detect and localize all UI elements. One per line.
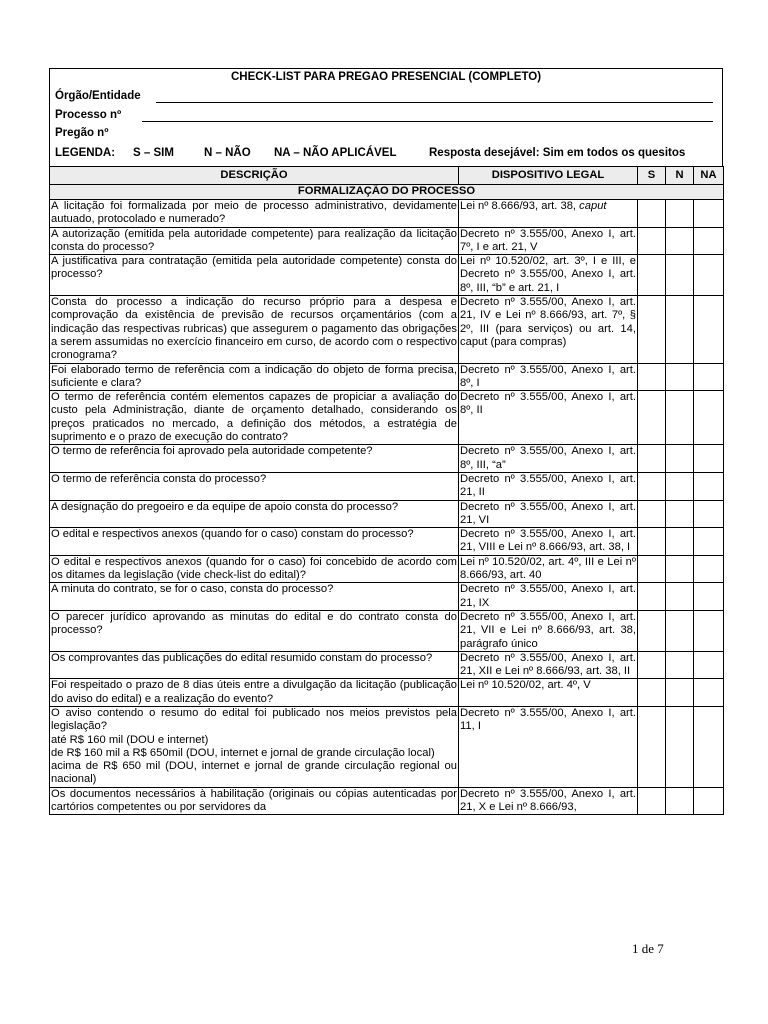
orgao-field (55, 88, 141, 104)
table-row (50, 555, 724, 583)
check-cell-na[interactable] (694, 787, 724, 815)
row-description (50, 679, 459, 707)
legal-text: Decreto nº 3.555/00, Anexo I, art. 7º, I e art. 21, V (460, 227, 636, 253)
legal-text: Decreto nº 3.555/00, Anexo I, art. 8º, I (460, 363, 636, 389)
row-legal-reference (459, 227, 638, 255)
legal-text: Lei nº 10.520/02, art. 3º, I e III, e Decreto nº 3.555/00, Anexo I, art. 8º, III, “b” e art. 21, I (460, 255, 636, 294)
description-text: A justificativa para contratação (emitida pela autoridade competente) consta do processo? (51, 255, 457, 281)
table-row (50, 706, 724, 787)
table-row (50, 528, 724, 556)
table-row (50, 500, 724, 528)
section-row (50, 185, 724, 200)
check-cell-na[interactable] (694, 610, 724, 651)
row-description (50, 651, 459, 679)
legal-text: Decreto nº 3.555/00, Anexo I, art. 21, X e Lei nº 8.666/93, (460, 787, 636, 814)
description-text: O edital e respectivos anexos (quando for o caso) constam do processo? (51, 528, 414, 541)
row-description (50, 472, 459, 500)
page-title: CHECK-LIST PARA PREGAO PRESENCIAL (COMPLETO) (230, 71, 542, 83)
row-description (50, 255, 459, 296)
check-cell-na[interactable] (694, 472, 724, 500)
table-row (50, 610, 724, 651)
legend-resposta: Resposta desejável: Sim em todos os quesitos (429, 147, 686, 159)
legal-italic-text: caput (579, 200, 607, 212)
row-legal-reference (459, 706, 638, 787)
col-dispositivo-legal: DISPOSITIVO LEGAL (459, 167, 638, 185)
check-cell-n[interactable] (666, 296, 694, 363)
check-cell-s[interactable] (638, 555, 666, 583)
row-legal-reference (459, 555, 638, 583)
row-description (50, 296, 459, 363)
table-row (50, 679, 724, 707)
check-cell-s[interactable] (638, 651, 666, 679)
description-item: até R$ 160 mil (DOU e internet) (51, 733, 209, 746)
check-cell-s[interactable] (638, 679, 666, 707)
checklist-table (49, 166, 724, 815)
check-cell-s[interactable] (638, 445, 666, 473)
table-header-row (50, 167, 724, 185)
row-legal-reference (459, 445, 638, 473)
description-text: A minuta do contrato, se for o caso, consta do processo? (51, 583, 334, 596)
row-legal-reference (459, 583, 638, 611)
legal-text: Decreto nº 3.555/00, Anexo I, art. 21, IV e Lei nº 8.666/93, art. 7º, § 2º, III (para serviços) ou art. 14, caput (para compras) (460, 296, 636, 348)
table-row (50, 651, 724, 679)
check-cell-na[interactable] (694, 706, 724, 787)
col-n: N (666, 167, 694, 185)
row-legal-reference (459, 200, 638, 228)
row-legal-reference (459, 787, 638, 815)
check-cell-n[interactable] (666, 610, 694, 651)
description-text: A autorização (emitida pela autoridade competente) para realização da licitação consta do processo? (51, 227, 457, 253)
table-row (50, 255, 724, 296)
table-row (50, 200, 724, 228)
row-legal-reference (459, 679, 638, 707)
form-header (49, 68, 723, 167)
check-cell-n[interactable] (666, 363, 694, 391)
check-cell-na[interactable] (694, 651, 724, 679)
row-description (50, 363, 459, 391)
description-item: acima de R$ 650 mil (DOU, internet e jornal de grande circulação regional ou nacional) (51, 760, 457, 786)
row-description (50, 706, 459, 787)
table-row (50, 583, 724, 611)
description-text: O termo de referência contém elementos capazes de propiciar a avaliação do custo pela Administração, diante de orçamento detalhado, considerando os preços praticados no mercado, a definição dos métodos, a estratégia de suprimento e o prazo de execução do contrato? (51, 391, 457, 444)
legal-text: Decreto nº 3.555/00, Anexo I, art. 8º, II (460, 391, 636, 417)
legal-text: Decreto nº 3.555/00, Anexo I, art. 11, I (460, 706, 636, 733)
check-cell-na[interactable] (694, 679, 724, 707)
table-row (50, 472, 724, 500)
check-cell-na[interactable] (694, 255, 724, 296)
check-cell-n[interactable] (666, 227, 694, 255)
legend-label: LEGENDA: (55, 147, 116, 159)
row-legal-reference (459, 363, 638, 391)
table-row (50, 296, 724, 363)
col-na: NA (694, 167, 724, 185)
check-cell-s[interactable] (638, 472, 666, 500)
checklist-sheet (49, 68, 723, 815)
row-description (50, 200, 459, 228)
check-cell-s[interactable] (638, 363, 666, 391)
legend (55, 147, 718, 159)
row-description (50, 528, 459, 556)
check-cell-na[interactable] (694, 200, 724, 228)
check-cell-na[interactable] (694, 555, 724, 583)
legal-text: Decreto nº 3.555/00, Anexo I, art. 21, XII e Lei nº 8.666/93, art. 38, II (460, 651, 636, 678)
check-cell-s[interactable] (638, 255, 666, 296)
check-cell-n[interactable] (666, 787, 694, 815)
table-row (50, 363, 724, 391)
row-description (50, 555, 459, 583)
row-legal-reference (459, 528, 638, 556)
description-text: O edital e respectivos anexos (quando for o caso) foi concebido de acordo com os ditames da legislação (vide check-list do edital)? (51, 555, 457, 582)
check-cell-n[interactable] (666, 528, 694, 556)
check-cell-s[interactable] (638, 200, 666, 228)
row-legal-reference (459, 391, 638, 445)
legend-na: NA – NÃO APLICÁVEL (274, 147, 397, 159)
row-description (50, 391, 459, 445)
row-description (50, 583, 459, 611)
check-cell-s[interactable] (638, 227, 666, 255)
check-cell-n[interactable] (666, 651, 694, 679)
description-text: Consta do processo a indicação do recurso próprio para a despesa e comprovação da existência de previsão de recursos orçamentários (com a indicação das respectivas rubricas) que assegurem o pagamento das obrigações a serem assumidas no exercício financeiro em curso, de acordo com o respectivo cronograma? (51, 296, 457, 362)
description-text: O termo de referência consta do processo? (51, 472, 267, 485)
table-row (50, 227, 724, 255)
legal-text: Decreto nº 3.555/00, Anexo I, art. 21, VII e Lei nº 8.666/93, art. 38, parágrafo único (460, 610, 636, 650)
check-cell-n[interactable] (666, 391, 694, 445)
processo-label: Processo nº (55, 109, 122, 121)
legal-text: Lei nº 10.520/02, art. 4º, III e Lei nº 8.666/93, art. 40 (460, 555, 636, 582)
row-legal-reference (459, 500, 638, 528)
check-cell-n[interactable] (666, 255, 694, 296)
legal-text: Decreto nº 3.555/00, Anexo I, art. 21, II (460, 472, 636, 499)
legal-text: Decreto nº 3.555/00, Anexo I, art. 21, VIII e Lei nº 8.666/93, art. 38, I (460, 528, 636, 554)
row-legal-reference (459, 255, 638, 296)
check-cell-n[interactable] (666, 472, 694, 500)
row-description (50, 445, 459, 473)
description-text: O parecer jurídico aprovando as minutas do edital e do contrato consta do processo? (51, 610, 457, 637)
check-cell-n[interactable] (666, 445, 694, 473)
check-cell-s[interactable] (638, 610, 666, 651)
section-title: FORMALIZAÇÃO DO PROCESSO (50, 185, 724, 200)
row-legal-reference (459, 651, 638, 679)
row-legal-reference (459, 610, 638, 651)
table-row (50, 787, 724, 815)
check-cell-n[interactable] (666, 200, 694, 228)
legal-text: Decreto nº 3.555/00, Anexo I, art. 21, IX (460, 583, 636, 609)
processo-input-line[interactable] (142, 121, 713, 122)
row-legal-reference (459, 296, 638, 363)
description-text: O termo de referência foi aprovado pela autoridade competente? (51, 445, 373, 458)
check-cell-s[interactable] (638, 583, 666, 611)
description-item: de R$ 160 mil a R$ 650mil (DOU, internet e jornal de grande circulação local) (51, 746, 435, 759)
description-text: Os comprovantes das publicações do edital resumido constam do processo? (51, 651, 433, 664)
check-cell-na[interactable] (694, 445, 724, 473)
row-legal-reference (459, 472, 638, 500)
table-row (50, 391, 724, 445)
check-cell-s[interactable] (638, 296, 666, 363)
check-cell-na[interactable] (694, 500, 724, 528)
description-text: Foi respeitado o prazo de 8 dias úteis entre a divulgação da licitação (publicação do aviso do edital) e a realização do evento? (51, 679, 457, 705)
legal-text: Decreto nº 3.555/00, Anexo I, art. 8º, III, “a” (460, 445, 636, 471)
row-description (50, 500, 459, 528)
legal-text: Lei nº 10.520/02, art. 4º, V (460, 679, 591, 692)
check-cell-n[interactable] (666, 583, 694, 611)
col-descricao: DESCRIÇÃO (50, 167, 459, 185)
table-row (50, 445, 724, 473)
check-cell-na[interactable] (694, 296, 724, 363)
pregao-label: Pregão nº (55, 127, 109, 139)
legal-text: Decreto nº 3.555/00, Anexo I, art. 21, VI (460, 500, 636, 526)
description-text: A designação do pregoeiro e da equipe de apoio consta do processo? (51, 500, 399, 513)
check-cell-s[interactable] (638, 528, 666, 556)
check-cell-s[interactable] (638, 391, 666, 445)
row-description (50, 787, 459, 815)
page-number: 1 de 7 (632, 941, 664, 956)
check-cell-n[interactable] (666, 706, 694, 787)
check-cell-na[interactable] (694, 391, 724, 445)
legend-nao: N – NÃO (204, 147, 251, 159)
row-description (50, 610, 459, 651)
legend-sim: S – SIM (133, 147, 174, 159)
description-text: Foi elaborado termo de referência com a indicação do objeto de forma precisa, suficiente e clara? (51, 363, 457, 389)
legal-text: Lei nº 8.666/93, art. 38, (460, 200, 577, 212)
check-cell-n[interactable] (666, 555, 694, 583)
check-cell-na[interactable] (694, 227, 724, 255)
check-cell-na[interactable] (694, 528, 724, 556)
description-text: O aviso contendo o resumo do edital foi publicado nos meios previstos pela legislação? (51, 706, 457, 733)
check-cell-n[interactable] (666, 679, 694, 707)
processo-field (55, 107, 121, 123)
description-text: A licitação foi formalizada por meio de processo administrativo, devidamente autuado, protocolado e numerado? (51, 200, 457, 226)
check-cell-n[interactable] (666, 500, 694, 528)
pregao-field (55, 125, 108, 141)
col-s: S (638, 167, 666, 185)
orgao-input-line[interactable] (156, 102, 713, 103)
check-cell-s[interactable] (638, 500, 666, 528)
check-cell-na[interactable] (694, 363, 724, 391)
description-text: Os documentos necessários à habilitação (originais ou cópias autenticadas por cartórios competentes ou por servidores da (51, 787, 457, 814)
row-description (50, 227, 459, 255)
check-cell-s[interactable] (638, 787, 666, 815)
check-cell-na[interactable] (694, 583, 724, 611)
orgao-label: Órgão/Entidade (55, 90, 141, 102)
check-cell-s[interactable] (638, 706, 666, 787)
